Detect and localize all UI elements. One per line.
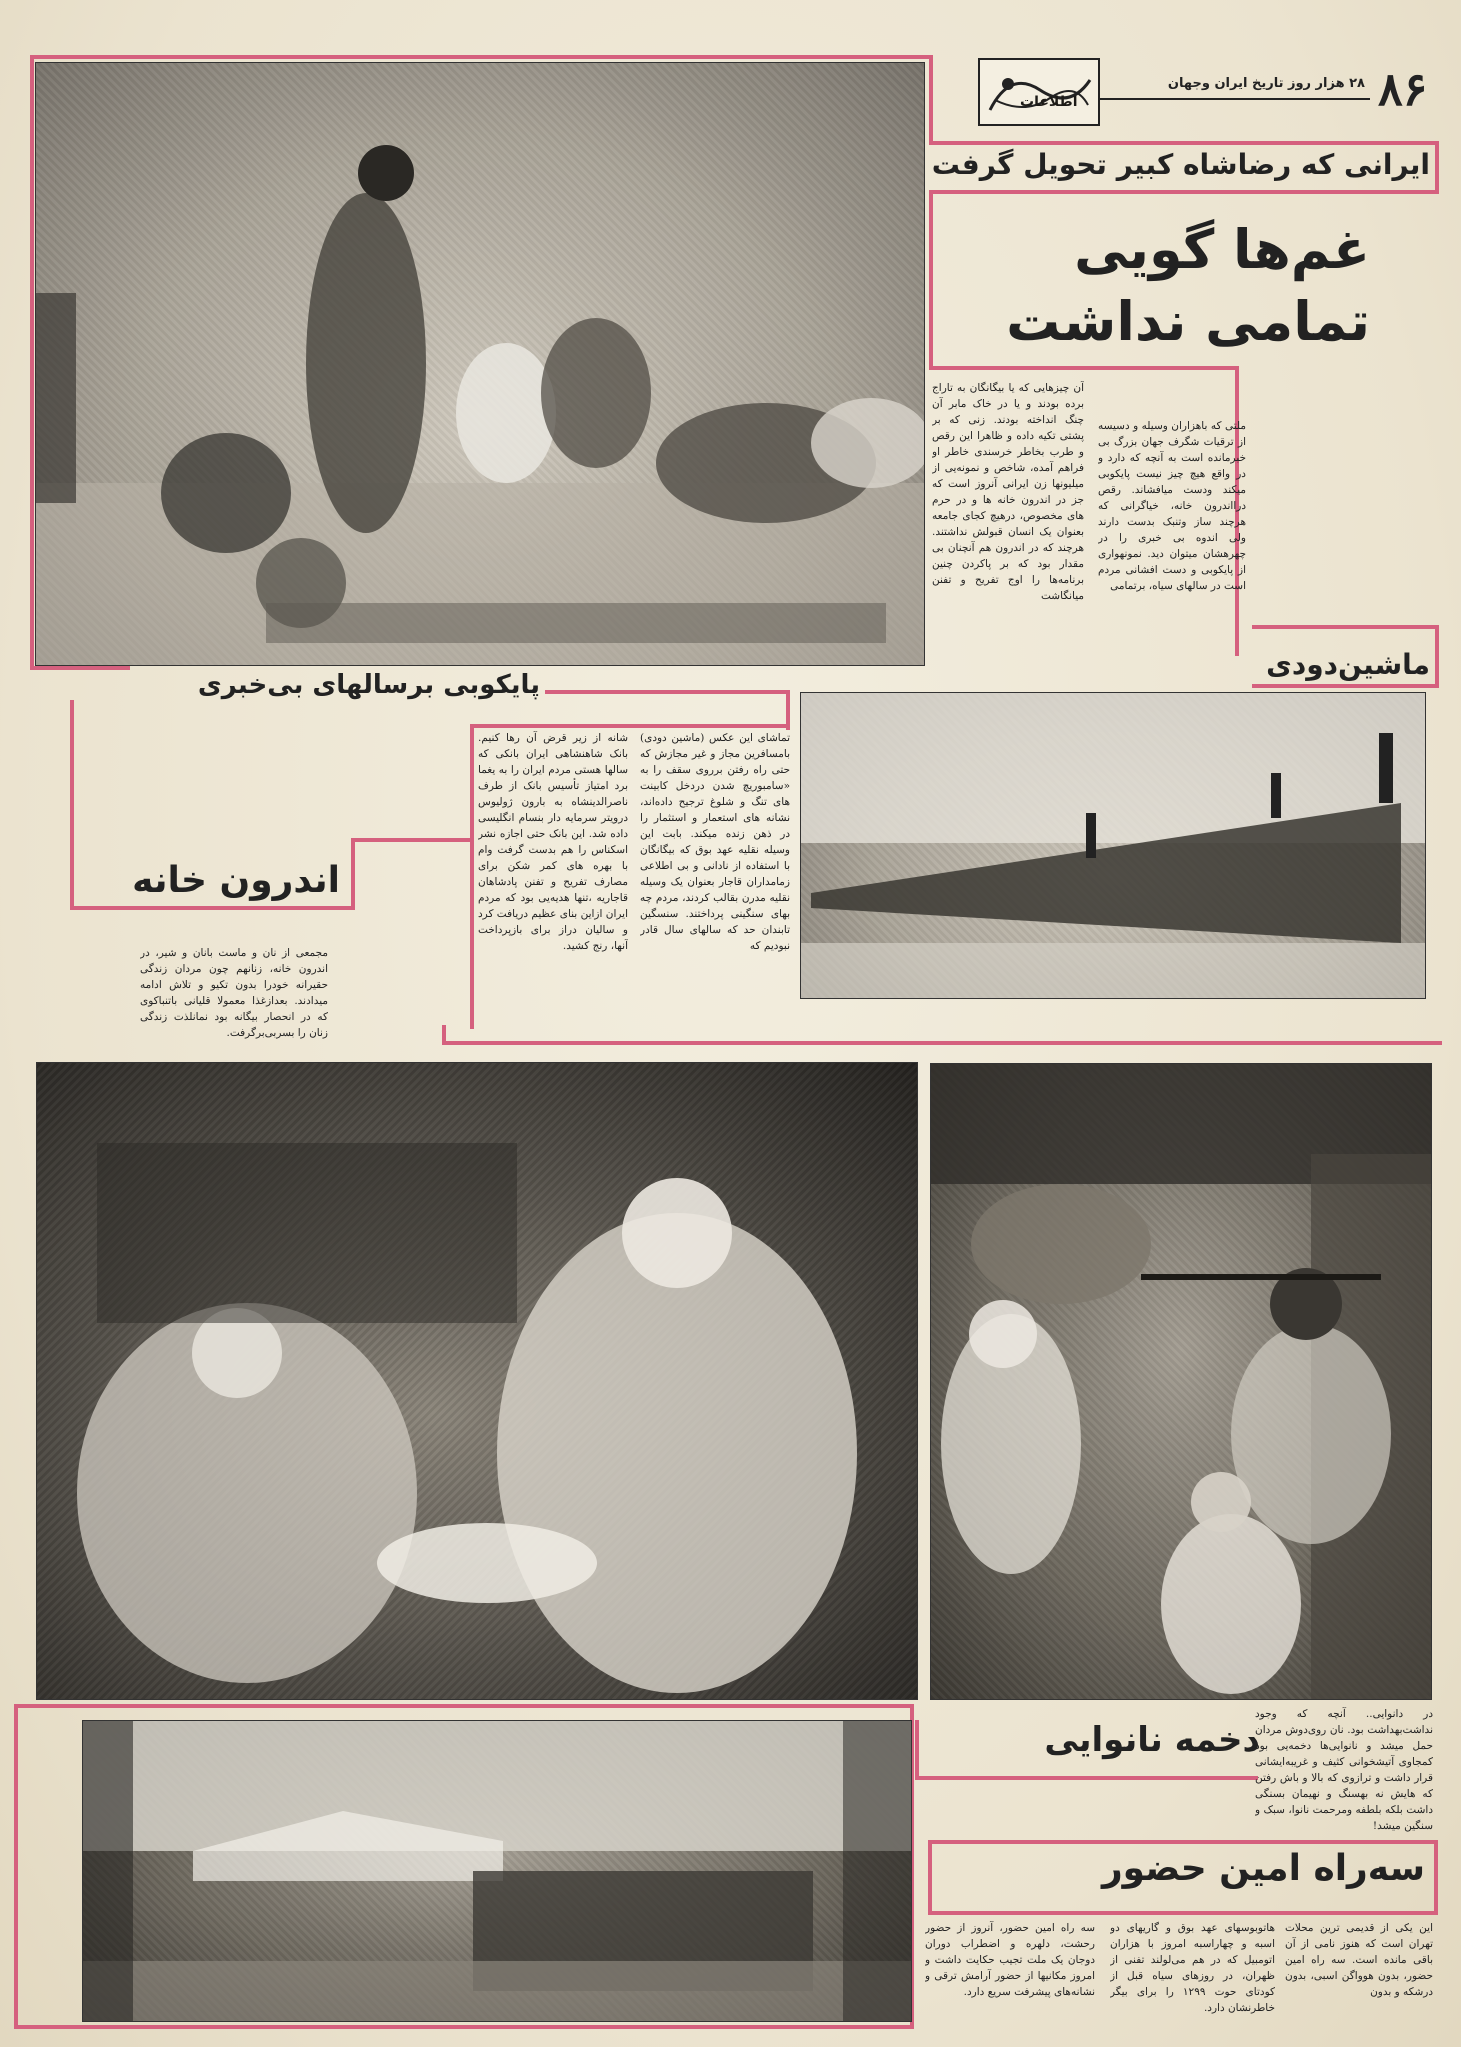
frame-line bbox=[915, 1720, 919, 1780]
frame-line bbox=[928, 1840, 932, 1915]
frame-line bbox=[30, 55, 933, 59]
frame-line bbox=[1434, 1840, 1438, 1915]
frame-line bbox=[545, 690, 790, 694]
frame-line bbox=[929, 190, 933, 370]
photo-street-figures bbox=[83, 1721, 911, 2021]
photo-bakery bbox=[930, 1063, 1432, 1700]
article-andarun-body: مجمعی از نان و ماست بانان و شیر، در اندرون خانه، زنانهم چون مردان زندگی حقیرانه خودرا بدون تکیو و تلاش ادامه میدادند. بعدازغذا معمولا قلیانی باتنباکوی که در انحصار بیگانه بود نمانلذت زندگی زنان را بسربی‌برگرفت. bbox=[140, 947, 328, 1039]
frame-line bbox=[14, 1704, 18, 2029]
article-amin-col3: سه راه امین حضور، آنروز از حضور رحشت، دلهره و اضطراب دوران دوجان یک ملت تجیب حکایت داشت و امروز مکانیها از حضور آرامش ترقی و نشانه‌های پیشرفت سریع دارد. bbox=[925, 1922, 1095, 1998]
frame-line bbox=[14, 2025, 914, 2029]
photo-dancers bbox=[35, 62, 925, 666]
frame-line bbox=[14, 1704, 914, 1708]
frame-line bbox=[918, 1776, 1258, 1780]
photo-train bbox=[800, 692, 1426, 999]
newspaper-logo bbox=[978, 58, 1100, 126]
headline-andarun: اندرون خانه bbox=[132, 860, 340, 901]
frame-line bbox=[70, 700, 74, 910]
photo-street-tram bbox=[82, 1720, 912, 2022]
frame-line bbox=[929, 141, 1439, 145]
frame-line bbox=[470, 724, 474, 1029]
main-headline-line2: تمامی نداشت bbox=[1006, 290, 1370, 353]
photo-women-eating bbox=[36, 1062, 918, 1700]
photo-caption-dancers: پایکوبی برسالهای بی‌خبری bbox=[197, 670, 540, 700]
frame-line bbox=[928, 1840, 1438, 1844]
frame-line bbox=[1435, 141, 1439, 191]
article-amin-col1: این یکی از قدیمی ترین محلات تهران است که هنوز نامی از آن باقی مانده است. سه راه امین حضور، بدون هوواگن اسبی، بدون درشکه و بدون bbox=[1285, 1922, 1433, 1998]
frame-line bbox=[929, 366, 1239, 370]
photo-women-figures bbox=[37, 1063, 917, 1699]
frame-line bbox=[1252, 625, 1439, 629]
article-amin-col2: هاتوبوسهای عهد بوق و گاریهای دو اسبه و چهاراسبه امروز با هزاران اتومبیل که در هم می‌لولند تفنی از ظهران، در روزهای سیاه قبل از کودتای حوت ۱۲۹۹ را برای بیگر خاطرنشان دارد. bbox=[1110, 1922, 1275, 2014]
frame-line bbox=[351, 838, 355, 910]
frame-line bbox=[928, 1911, 1438, 1915]
headline-bakery: دخمه نانوایی bbox=[1044, 1720, 1260, 1760]
series-title: ۲۸ هزار روز تاریخ ایران وجهان bbox=[1167, 76, 1365, 91]
photo-dancers-figures bbox=[36, 63, 924, 665]
photo-bakery-figures bbox=[931, 1064, 1431, 1699]
frame-line bbox=[442, 1041, 1442, 1045]
headline-train: ماشین‌دودی bbox=[1266, 648, 1430, 681]
headline-amin-hozour: سه‌راه امین حضور bbox=[1101, 1848, 1425, 1889]
frame-line bbox=[30, 55, 34, 670]
frame-line bbox=[70, 906, 355, 910]
article-top-col-right: ملتی که باهزاران وسیله و دسیسه از ترقیات شگرف جهان بزرگ بی خبرمانده است به آنچه که دارد و در واقع هیچ چیز نیست پایکوبی میکند ودست میافشاند. رقص درااندرون خانه، خیاگرانی که هرچند ساز وتنبک بدست دارند ولی اندوه بی خبری را در چهرهشان میتوان دید. نمونهواری از پایکوبی و دست افشانی مردم است در سالهای سیاه، برتمامی bbox=[1098, 420, 1246, 592]
frame-line bbox=[351, 838, 471, 842]
photo-train-figures bbox=[801, 693, 1425, 998]
article-bakery-body: در دانوایی.. آنچه که وجود نداشت‌بهداشت بود. نان روی‌دوش مردان حمل میشد و نانوایی‌ها دخمه‌یی بود کمجاوی آتیشخوانی کثیف و غریبه‌ایشانی قرار داشت و ترازوی که بالا و باش رفتن که هایش نه بهسنگ و نهیمان بسنگی داشت بلکه بلطفه ومرحمت نانوا، سبک و سنگین میشد! bbox=[1255, 1708, 1433, 1832]
frame-line bbox=[929, 55, 933, 145]
rule bbox=[1100, 98, 1370, 100]
main-headline-line1: غم‌ها گویی bbox=[1074, 218, 1370, 281]
frame-line bbox=[1252, 684, 1439, 688]
frame-line bbox=[470, 724, 790, 728]
page-number: ۸۶ bbox=[1378, 62, 1428, 116]
logo-emblem-icon bbox=[980, 60, 1098, 124]
logo-text: اطلاعات bbox=[1020, 94, 1078, 110]
article-train-col-right: تماشای این عکس (ماشین دودی) بامسافرین مجاز و غیر مجازش که حتی راه رفتن برروی سقف را به «سامبوریچ شدن دردخل کابینت های تنگ و شلوغ ترجیح داده‌اند، نشانه های استعمار و استثمار را در ذهن زنده میکند. بابت این وسیله نقلیه عهد بوق که بیگانگان با استفاده از نادانی و بی اطلاعی زمامداران قاجار بعنوان یک وسیله نقلیه مدرن بقالب کردند، مردم چه بهای سنگینی پرداختند. سنسگین تابندان حد که سالهای سال قادر نبودیم که bbox=[640, 732, 790, 952]
frame-line bbox=[1435, 625, 1439, 685]
frame-line bbox=[929, 190, 1439, 194]
kicker-headline: ایرانی که رضاشاه کبیر تحویل گرفت bbox=[931, 148, 1430, 181]
article-train-col-left: شانه از زیر قرض آن رها کنیم. بانک شاهنشاهی ایران بانکی که سالها هستی مردم ایران را به یغما برد امتیاز تأسیس بانک از طرف ناصرالدینشاه به بارون ژولیوس درویتر سرمایه دار بنسام انگلیسی داده شد. این بانک حتی اجازه نشر اسکناس را هم بدست گرفت وام با بهره های کمر شکن برای مصارف تفریح و تفنن پادشاهان قاجاریه ،تنها هدیه‌یی بود که مردم ایران ازاین بنای عظیم دریافت کرد و سالیان دراز برای بازپرداخت آنها، رنج کشید. bbox=[478, 732, 628, 952]
article-top-col-left: آن چیزهایی که یا بیگانگان به تاراج برده بودند و یا در خاک مابر آن چنگ انداخته بودند. زنی که بر پشتی تکیه داده و ظاهرا این رقص و طرب بخاطر خرسندی خاطر او فراهم آمده، شاخص و نمونه‌یی از میلیونها زن ایرانی آنروز است که جز در اندرون خانه ها و در حرم های مخصوص، درهیچ کجای جامعه بعنوان یک انسان قبولش نداشتند. هرچند که در اندرون هم آنچنان بی مقدار بود که بر پاکردن چنین برنامه‌ها را اوج تفریح و تفنن میانگاشت bbox=[932, 382, 1084, 602]
